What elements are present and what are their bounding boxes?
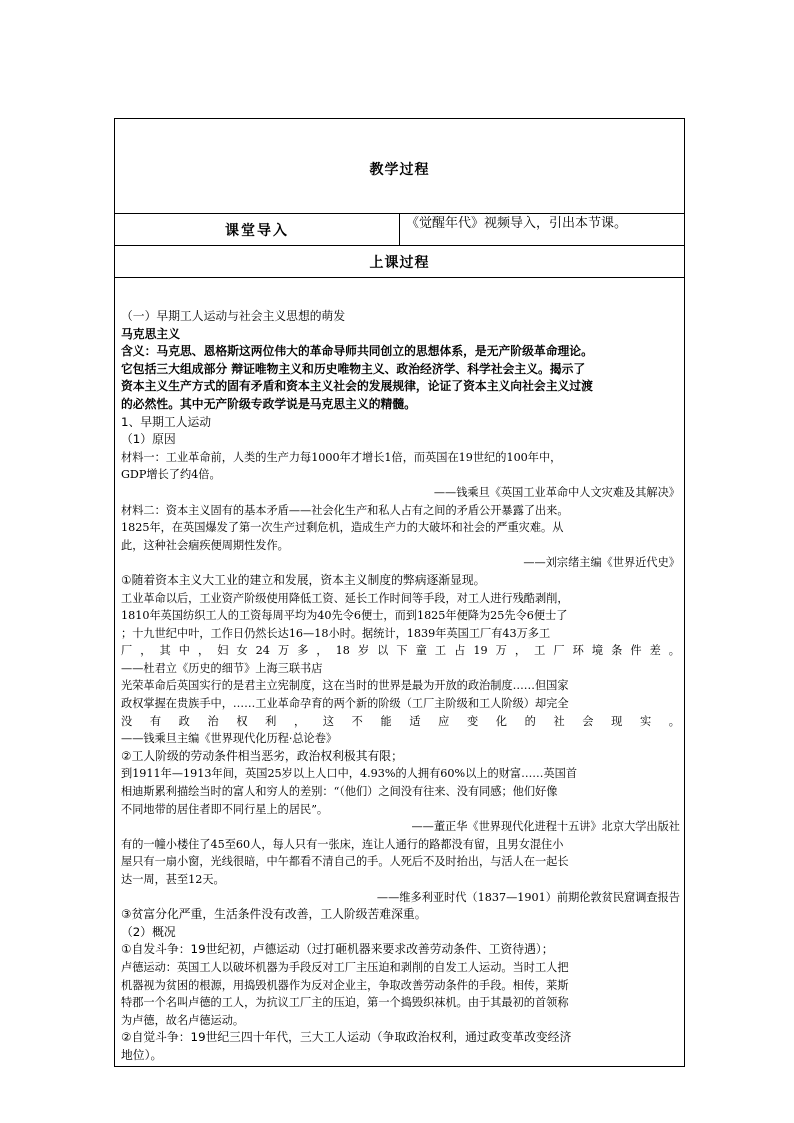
quote-line: 到1911年—1913年间，英国25岁以上人口中，4.93%的人拥有60%以上的财富……英国首: [121, 767, 578, 781]
marxism-heading: 马克思主义: [121, 326, 180, 341]
quote-line: 屋只有一扇小窗，光线很暗，中午都看不清自己的手。人死后不及时抬出，与活人在一起长: [121, 855, 569, 869]
page-title: 教学过程: [369, 162, 430, 178]
quote-line: 1810年英国纺织工人的工资每周平均为40先令6便士，而到1825年便降为25先令6便士了: [121, 609, 568, 623]
content-cell: [115, 278, 685, 1067]
material-line: 材料二：资本主义固有的基本矛盾——社会化生产和私人占有之间的矛盾公开暴露了出来。: [121, 503, 569, 517]
material-line: 1825年，在英国爆发了第一次生产过剩危机，造成生产力的大破坏和社会的严重灾难。从: [121, 521, 564, 535]
conscious-struggle: 地位）。: [121, 1047, 163, 1062]
luddite-line: 机器视为贫困的根源，用捣毁机器作为反对企业主，争取改善劳动条件的手段。相传，莱斯: [121, 978, 569, 992]
process-title: 上课过程: [369, 254, 430, 271]
point-2: ②工人阶级的劳动条件相当恶劣，政治权利极其有限；: [121, 748, 403, 763]
material-line: 材料一：工业革命前，人类的生产力每1000年才增长1倍，而英国在19世纪的100年中，: [121, 450, 562, 464]
quote-line: 达一周，甚至12天。: [121, 873, 225, 886]
material-line: GDP增长了约4倍。: [121, 468, 221, 482]
lesson-content: [121, 278, 680, 1065]
definition-line: 它包括三大组成部分 辩证唯物主义和历史唯物主义、政治经济学、科学社会主义。揭示了: [121, 361, 586, 376]
definition-line: 含义：马克思、恩格斯这两位伟大的革命导师共同创立的思想体系，是无产阶级革命理论。: [121, 344, 593, 359]
material-source: ——刘宗绪主编《世界近代史》: [523, 556, 680, 570]
intro-label-cell: [115, 214, 400, 246]
subsection-heading: 1、早期工人运动: [121, 414, 212, 429]
quote-source: ——杜君立《历史的细节》上海三联书店: [121, 661, 323, 675]
quote-source: ——钱乘旦主编《世界现代化历程·总论卷》: [121, 732, 338, 746]
quote-line: 光荣革命后英国实行的是君主立宪制度，这在当时的世界是最为开放的政治制度……但国家: [121, 679, 569, 693]
process-title-cell: [115, 246, 685, 278]
overview-heading: （2）概况: [121, 924, 176, 939]
material-source: ——钱乘旦《英国工业革命中人文灾难及其解决》: [433, 485, 680, 499]
quote-line: 有的一幢小楼住了45至60人，每人只有一张床，连让人通行的路都没有留，且男女混住小: [121, 837, 564, 851]
intro-text-cell: [400, 214, 685, 246]
quote-source: ——董正华《世界现代化进程十五讲》北京大学出版社: [411, 820, 680, 834]
intro-label: 课堂导入: [225, 222, 289, 239]
definition-line: 的必然性。其中无产阶级专政学说是马克思主义的精髓。: [121, 396, 416, 411]
material-line: 此，这种社会痼疾便周期性发作。: [121, 538, 289, 552]
quote-line: 不同地带的居住者即不同行星上的居民”。: [121, 802, 329, 816]
cause-heading: （1）原因: [121, 432, 176, 447]
lesson-table: [114, 118, 685, 1067]
point-1: ①随着资本主义大工业的建立和发展，资本主义制度的弊病逐渐显现。: [121, 572, 486, 587]
title-cell: [115, 119, 685, 214]
quote-line: 政权掌握在贵族手中，……工业革命孕育的两个新的阶级（工厂主阶级和工人阶级）却完全: [121, 697, 569, 711]
luddite-line: 特郡一个名叫卢德的工人，为抗议工厂主的压迫，第一个捣毁织袜机。由于其最初的首领称: [121, 996, 569, 1010]
conscious-struggle: ②自觉斗争：19世纪三四十年代，三大工人运动（争取政治权利，通过政变革改变经济: [121, 1030, 572, 1045]
spontaneous-struggle: ①自发斗争：19世纪初，卢德运动（过打砸机器来要求改善劳动条件、工资待遇）；: [121, 942, 554, 957]
quote-source: ——维多利亚时代（1837—1901）前期伦敦贫民窟调查报告: [376, 890, 680, 904]
quote-line: 厂，其中，妇女24万多，18岁以下童工占19万，工厂环境条件差。: [121, 644, 680, 658]
quote-line: 没有政治权利，这不能适应变化的社会现实。: [121, 714, 680, 728]
quote-line: ；十九世纪中叶，工作日仍然长达16—18小时。据统计，1839年英国工厂有43万多工: [121, 626, 551, 640]
point-3: ③贫富分化严重，生活条件没有改善，工人阶级苦难深重。: [121, 907, 427, 922]
intro-text: 《觉醒年代》视频导入，引出本节课。: [406, 216, 628, 231]
definition-line: 资本主义生产方式的固有矛盾和资本主义社会的发展规律，论证了资本主义向社会主义过渡: [121, 379, 593, 394]
quote-line: 相迪斯累利描绘当时的富人和穷人的差别：“（他们）之间没有往来、没有同感；他们好像: [121, 785, 558, 799]
luddite-line: 为卢德，故名卢德运动。: [121, 1013, 245, 1027]
quote-line: 工业革命以后，工业资产阶级使用降低工资、延长工作时间等手段，对工人进行残酷剥削，: [121, 591, 569, 605]
section-heading: （一）早期工人运动与社会主义思想的萌发: [121, 309, 346, 323]
luddite-line: 卢德运动：英国工人以破坏机器为手段反对工厂主压迫和剥削的自发工人运动。当时工人把: [121, 960, 569, 974]
